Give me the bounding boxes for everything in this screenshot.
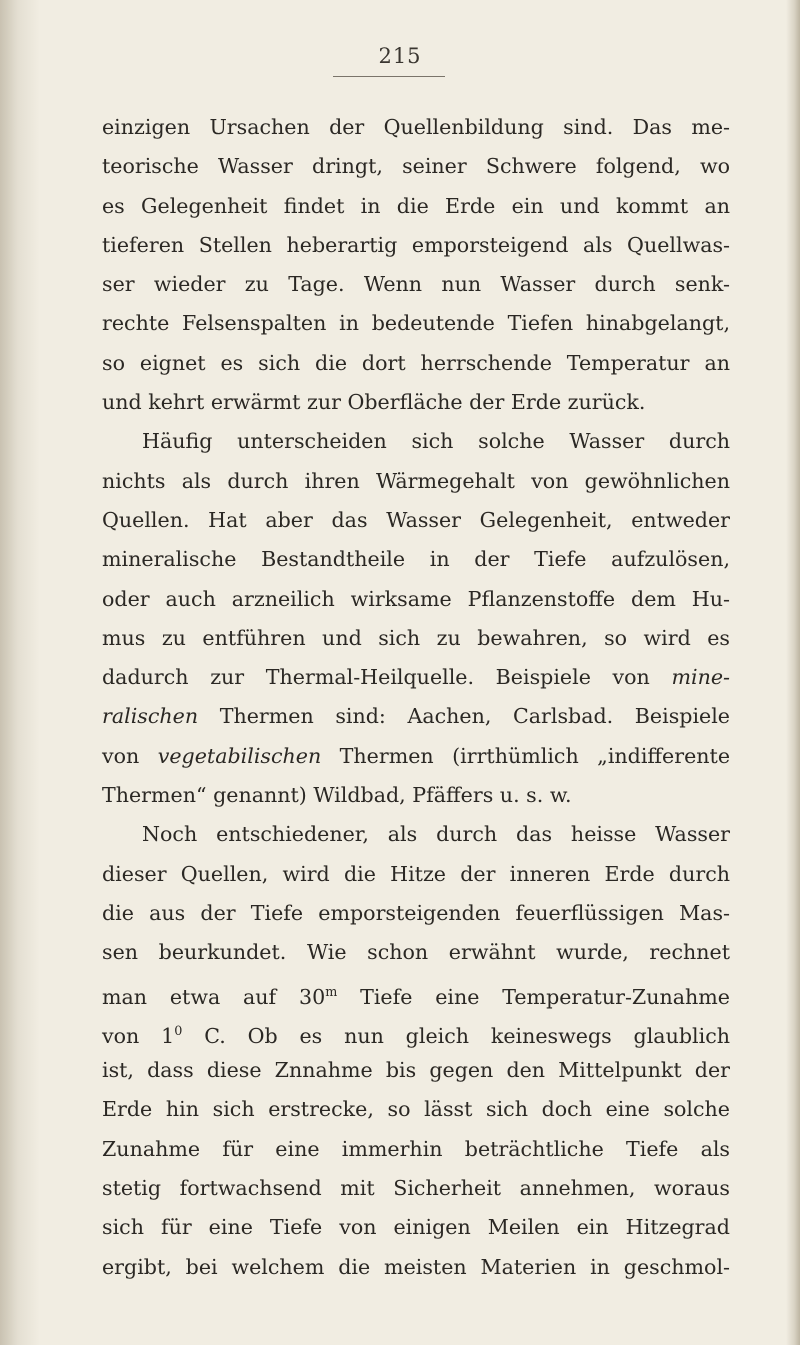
header-rule (333, 76, 445, 77)
text-line (102, 1208, 730, 1247)
text-line (102, 1012, 730, 1051)
text-span: einzigen Ursachen der Quellenbildung sind. Das me- (102, 115, 730, 139)
text-line (102, 1051, 730, 1090)
text-span: sich für eine Tiefe von einigen Meilen ein Hitzegrad (102, 1215, 730, 1240)
text-span: dieser Quellen, wird die Hitze der inneren Erde durch (102, 861, 730, 886)
text-line (102, 619, 730, 658)
text-span: mineralische Bestandtheile in der Tiefe aufzulösen, (102, 547, 730, 572)
text-span: nichts als durch ihren Wärmegehalt von gewöhnlichen (102, 468, 730, 493)
text-line (102, 1130, 730, 1169)
text-line (102, 1248, 730, 1287)
text-span: Thermen sind: Aachen, Carlsbad. Beispiele (198, 704, 730, 729)
text-span: die aus der Tiefe emporsteigenden feuerflüssigen Mas- (102, 900, 730, 925)
text-line (102, 933, 730, 972)
text-span: C. Ob es nun gleich keineswegs glaublich (182, 1023, 730, 1048)
superscript: 0 (174, 1023, 183, 1039)
text-span: man etwa auf 30 (102, 984, 326, 1009)
text-span: von (102, 743, 158, 768)
text-span: Quellen. Hat aber das Wasser Gelegenheit, entweder (102, 507, 730, 532)
text-span: tieferen Stellen heberartig emporsteigend als Quellwas- (102, 232, 730, 257)
text-span: Tiefe eine Temperatur-Zunahme (337, 984, 730, 1009)
text-line (102, 973, 730, 1012)
text-span: Thermen“ genannt) Wildbad, Pfäffers u. s. w. (102, 783, 572, 808)
text-line (102, 855, 730, 894)
text-line (102, 147, 730, 186)
text-line (102, 422, 730, 461)
italic-text: ralischen (102, 704, 199, 729)
text-span: Noch entschiedener, als durch das heisse Wasser (142, 822, 730, 847)
text-line (102, 187, 730, 226)
text-line (102, 737, 730, 776)
paragraph (102, 815, 730, 1287)
text-span: teorische Wasser dringt, seiner Schwere folgend, wo (102, 154, 730, 179)
superscript: m (325, 984, 338, 1000)
text-span: Thermen (irrthümlich „indifferente (321, 743, 731, 768)
text-span: und kehrt erwärmt zur Oberfläche der Erde zurück. (102, 390, 646, 415)
text-span: Erde hin sich erstrecke, so lässt sich doch eine solche (102, 1097, 730, 1122)
text-line (102, 265, 730, 304)
text-span: es Gelegenheit findet in die Erde ein und kommt an (102, 193, 730, 218)
text-span: Häufig unterscheiden sich solche Wasser durch (142, 429, 730, 454)
page-number: 215 (378, 44, 422, 68)
text-span: stetig fortwachsend mit Sicherheit annehmen, woraus (102, 1176, 730, 1201)
text-line (102, 697, 730, 736)
text-line (102, 304, 730, 343)
text-line (102, 658, 730, 697)
paragraph (102, 422, 730, 815)
italic-text: vegetabilischen (157, 743, 322, 768)
text-line (102, 1169, 730, 1208)
page-edge (786, 0, 800, 1345)
text-span: dadurch zur Thermal-Heilquelle. Beispiele von (102, 665, 672, 690)
text-span: ser wieder zu Tage. Wenn nun Wasser durch senk- (102, 272, 730, 297)
text-line (102, 344, 730, 383)
text-span: ergibt, bei welchem die meisten Materien in geschmol- (102, 1254, 730, 1279)
body-text (102, 108, 730, 1287)
text-line (102, 540, 730, 579)
text-span: ist, dass diese Znnahme bis gegen den Mittelpunkt der (102, 1058, 730, 1083)
text-span: rechte Felsenspalten in bedeutende Tiefen hinabgelangt, (102, 311, 730, 336)
text-line (102, 108, 730, 147)
paragraph (102, 108, 730, 422)
text-span: von 1 (102, 1023, 175, 1048)
text-line (102, 815, 730, 854)
italic-text: mine- (671, 665, 730, 690)
text-line (102, 1090, 730, 1129)
text-line (102, 462, 730, 501)
text-span: sen beurkundet. Wie schon erwähnt wurde, rechnet (102, 940, 730, 965)
text-line (102, 894, 730, 933)
text-span: so eignet es sich die dort herrschende Temperatur an (102, 350, 730, 375)
text-line (102, 580, 730, 619)
text-line (102, 501, 730, 540)
text-line (102, 226, 730, 265)
page-gutter-shadow (0, 0, 40, 1345)
text-span: oder auch arzneilich wirksame Pflanzenstoffe dem Hu- (102, 586, 730, 611)
text-span: mus zu entführen und sich zu bewahren, so wird es (102, 625, 730, 650)
text-span: Zunahme für eine immerhin beträchtliche Tiefe als (102, 1136, 730, 1161)
text-line (102, 776, 730, 815)
text-line (102, 383, 730, 422)
